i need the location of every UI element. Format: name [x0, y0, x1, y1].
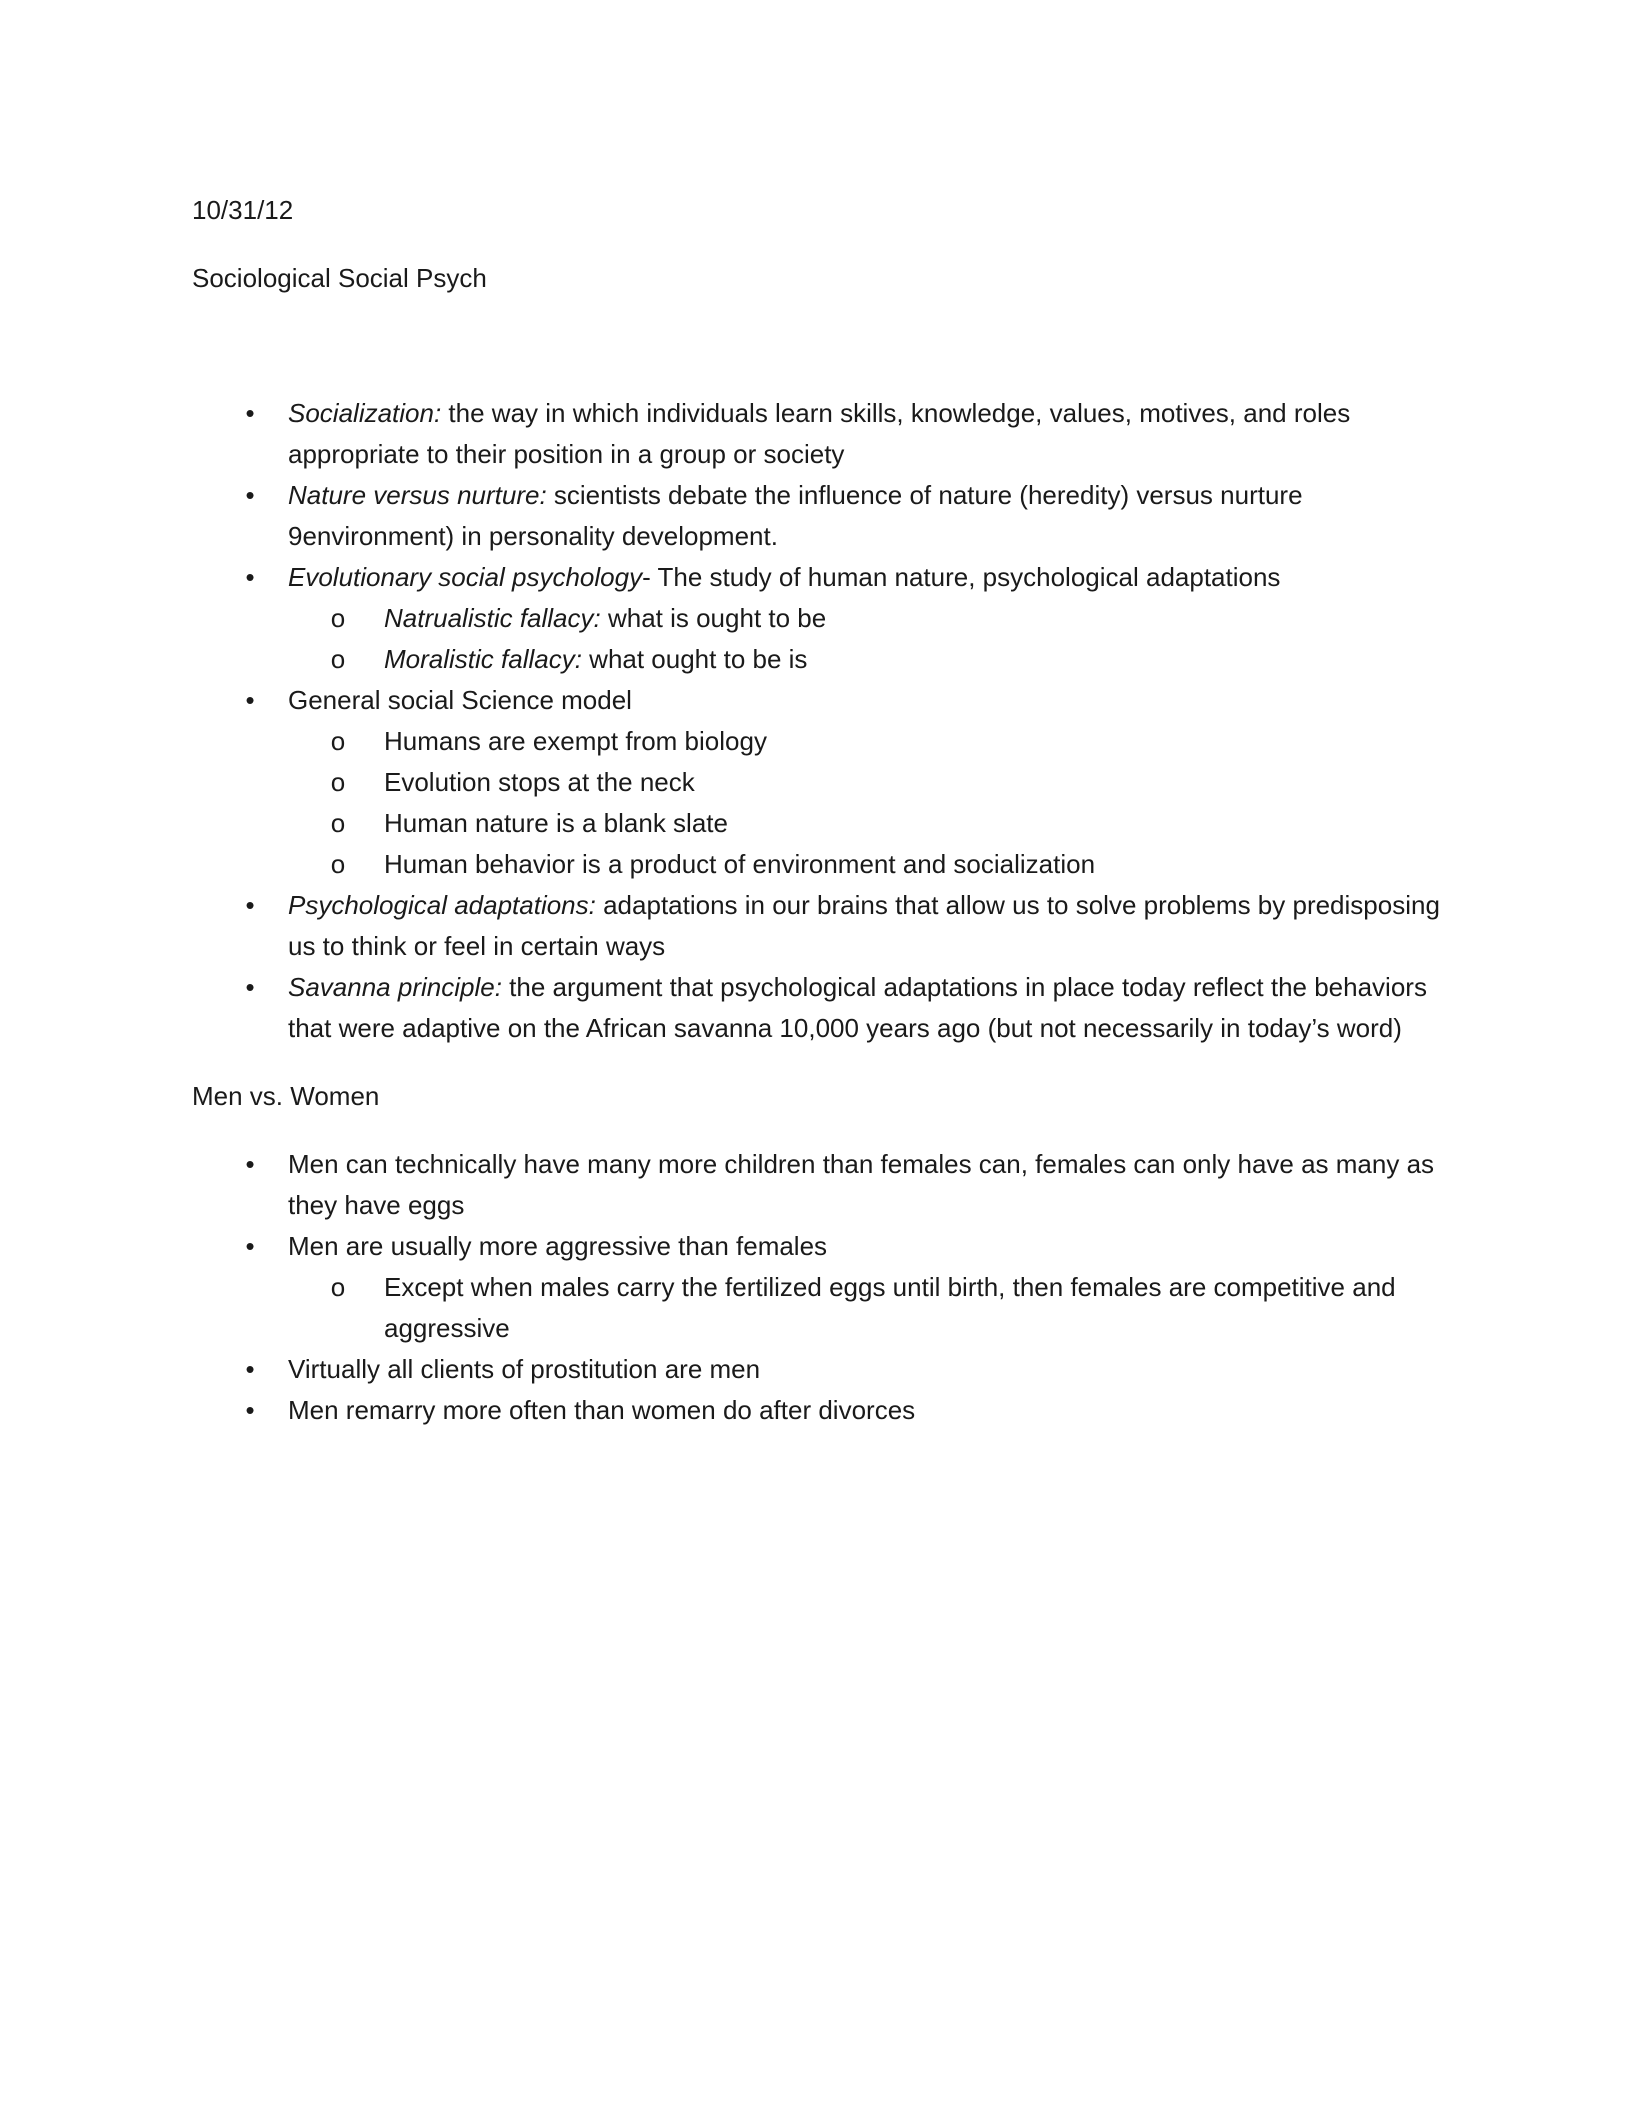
item-text: Virtually all clients of prostitution are men [288, 1354, 761, 1384]
list-item-psych-adaptations [192, 885, 1440, 967]
sub-marker: o [330, 1272, 346, 1302]
term: Savanna principle: [288, 972, 502, 1002]
bullet-marker: • [245, 398, 255, 428]
definition: what is ought to be [600, 603, 827, 633]
item-text: Men can technically have many more children than females can, females can only have as many as they have eggs [288, 1149, 1435, 1220]
bullet-marker: • [245, 1231, 255, 1261]
bullet-marker: • [245, 1354, 255, 1384]
item-text: General social Science model [288, 685, 632, 715]
sub-item-naturalistic-fallacy [288, 598, 1440, 639]
sub-marker: o [330, 644, 346, 674]
sub-item [288, 762, 1440, 803]
list-item-savanna-principle [192, 967, 1440, 1049]
item-text: Human behavior is a product of environment and socialization [384, 849, 1096, 879]
sub-item [288, 721, 1440, 762]
term: Evolutionary social psychology [288, 562, 643, 592]
term: Nature versus nurture: [288, 480, 547, 510]
bullet-marker: • [245, 1149, 255, 1179]
list-item [192, 1226, 1440, 1349]
sub-list [288, 598, 1440, 680]
item-text: Men are usually more aggressive than females [288, 1231, 828, 1261]
item-text: Except when males carry the fertilized eggs until birth, then females are competitive and aggressive [384, 1272, 1396, 1343]
term: Socialization: [288, 398, 442, 428]
definition: - The study of human nature, psychological adaptations [642, 562, 1281, 592]
sub-marker: o [330, 603, 346, 633]
definition: scientists debate the influence of nature (heredity) versus nurture 9environment) in personality development. [288, 480, 1303, 551]
bullet-marker: • [245, 685, 255, 715]
list-item-nature-nurture [192, 475, 1440, 557]
list-item-evolutionary [192, 557, 1440, 680]
definition: adaptations in our brains that allow us to solve problems by predisposing us to think or feel in certain ways [288, 890, 1440, 961]
bullet-marker: • [245, 562, 255, 592]
definition: the argument that psychological adaptations in place today reflect the behaviors that were adaptive on the African savanna 10,000 years ago (but not necessarily in today’s word) [288, 972, 1427, 1043]
list-item [192, 1349, 1440, 1390]
note-date: 10/31/12 [192, 195, 294, 225]
sub-item [288, 803, 1440, 844]
term: Moralistic fallacy: [384, 644, 582, 674]
section-heading: Men vs. Women [192, 1081, 380, 1111]
sub-list [288, 721, 1440, 885]
sub-marker: o [330, 849, 346, 879]
men-vs-women-list [192, 1144, 1440, 1431]
note-title: Sociological Social Psych [192, 263, 487, 293]
definition: the way in which individuals learn skills, knowledge, values, motives, and roles appropriate to their position in a group or society [288, 398, 1351, 469]
sub-marker: o [330, 808, 346, 838]
term: Psychological adaptations: [288, 890, 596, 920]
bullet-marker: • [245, 1395, 255, 1425]
bullet-marker: • [245, 890, 255, 920]
definition: what ought to be is [581, 644, 808, 674]
list-item-socialization [192, 393, 1440, 475]
item-text: Humans are exempt from biology [384, 726, 767, 756]
sub-item-moralistic-fallacy [288, 639, 1440, 680]
sub-list [288, 1267, 1440, 1349]
sub-item [288, 1267, 1440, 1349]
item-text: Human nature is a blank slate [384, 808, 728, 838]
item-text: Evolution stops at the neck [384, 767, 695, 797]
bullet-marker: • [245, 972, 255, 1002]
sub-item [288, 844, 1440, 885]
list-item [192, 1144, 1440, 1226]
definitions-list [192, 393, 1440, 1049]
sub-marker: o [330, 767, 346, 797]
list-item [192, 1390, 1440, 1431]
list-item-gssm [192, 680, 1440, 885]
item-text: Men remarry more often than women do after divorces [288, 1395, 916, 1425]
term: Natrualistic fallacy: [384, 603, 601, 633]
sub-marker: o [330, 726, 346, 756]
bullet-marker: • [245, 480, 255, 510]
